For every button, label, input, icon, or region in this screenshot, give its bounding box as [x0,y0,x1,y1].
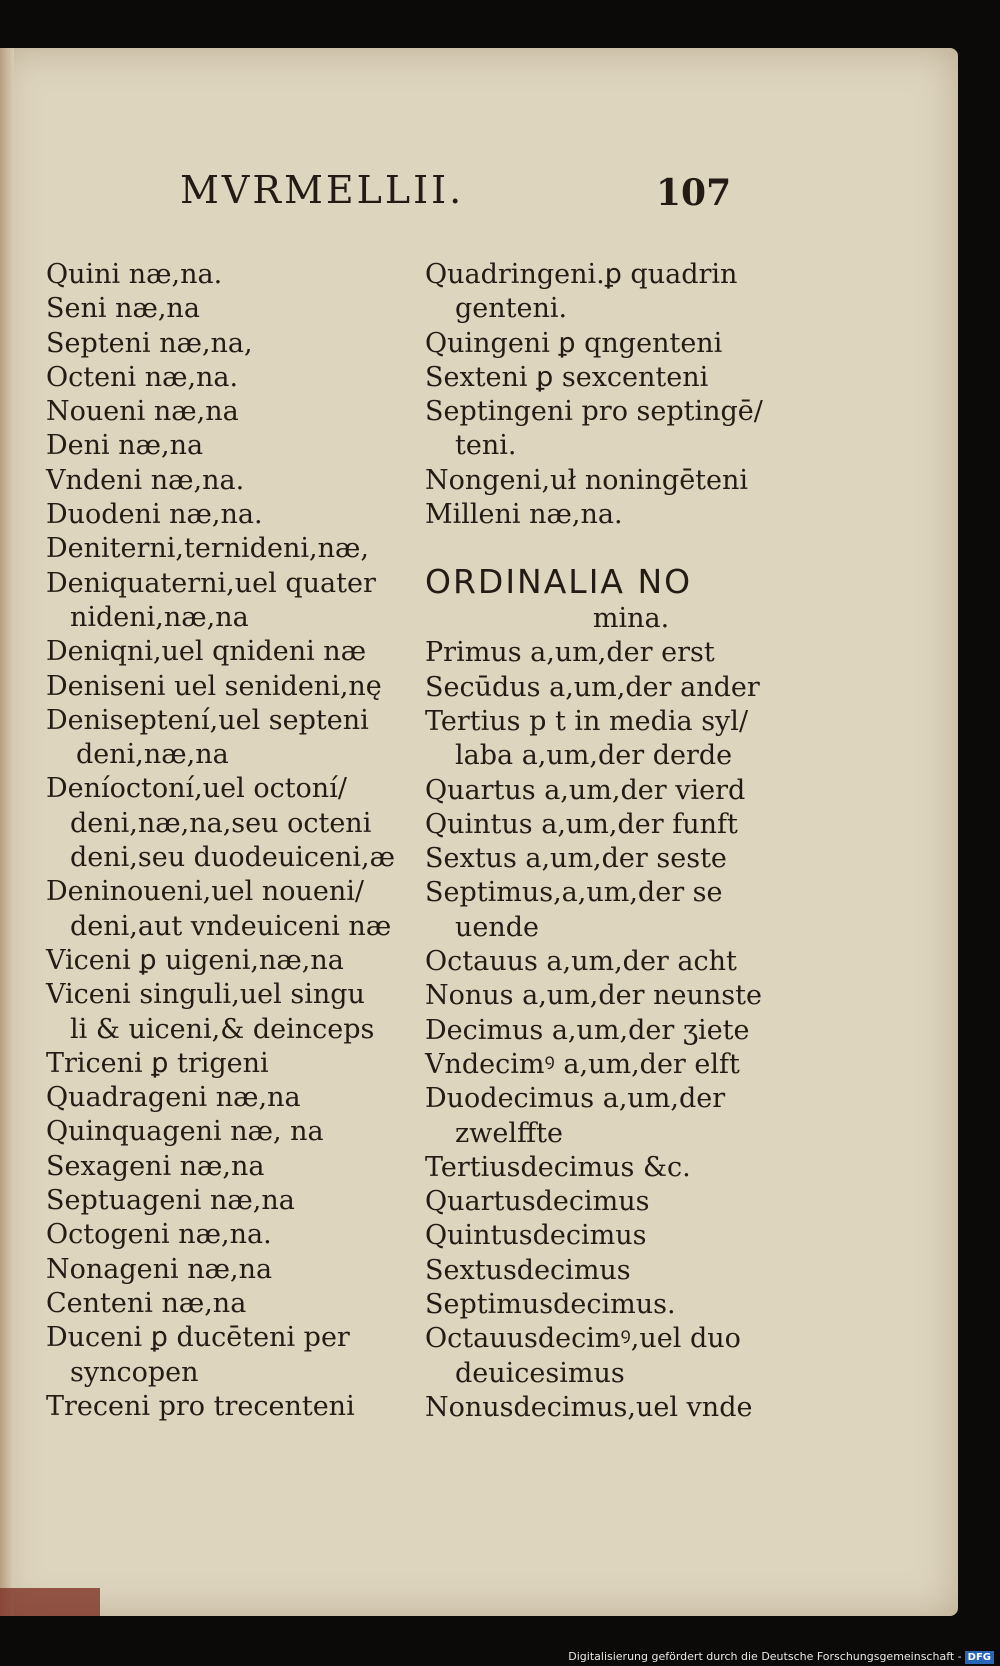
text-line: Duceni ꝑ ducēteni per [46,1322,350,1354]
digitization-credit [568,1650,994,1664]
text-line: Decimus a,um,der ʒiete [425,1014,750,1046]
text-line: nideni,næ,na [70,601,249,633]
text-line: Duodeni næ,na. [46,499,263,531]
text-line: Quadrageni næ,na [46,1082,301,1114]
text-line: Tertiusdecimus &c. [425,1151,691,1183]
text-line: Duodecimus a,um,der [425,1083,726,1115]
dfg-logo: DFG [965,1651,994,1664]
text-line: Sexteni ꝑ sexcenteni [425,361,709,393]
text-line: Quartus a,um,der vierd [425,774,746,806]
credit-text: Digitalisierung gefördert durch die Deutsche Forschungsgemeinschaft - [568,1650,962,1663]
text-line: zwelffte [455,1117,563,1149]
text-line: Primus a,um,der erst [425,637,715,669]
text-line: syncopen [70,1356,199,1388]
text-line: Deniterni,ternideni,næ, [46,533,369,565]
text-line: Deniseni uel senideni,nę [46,670,382,702]
text-line: Septingeni pro septingē/ [425,396,763,428]
text-line: Quintusdecimus [425,1220,647,1252]
text-line: Quadringeni.ꝑ quadrin [425,259,738,290]
text-line: Deninoueni,uel noueni/ [46,876,364,908]
text-line: deni,seu duodeuiceni,æ [70,842,395,874]
text-line: deni,aut vndeuiceni næ [70,910,392,942]
text-line: Octeni næ,na. [46,361,239,393]
text-line: Quingeni ꝑ qngenteni [425,327,723,359]
text-line: Seni næ,na [46,293,200,325]
text-line: Sexageni næ,na [46,1150,265,1182]
text-line: Nonusdecimus,uel vnde [425,1391,753,1423]
text-line: Deni næ,na [46,430,204,462]
text-line: Deníoctoní,uel octoní/ [46,773,347,805]
text-line: Octauusdecimꝰ,uel duo [425,1323,741,1355]
page-header [0,168,958,228]
text-line: uende [455,911,540,943]
text-line: Sextusdecimus [425,1254,631,1286]
text-line: Triceni ꝑ trigeni [46,1047,269,1079]
section-title: ORDINALIA NO [425,562,693,602]
text-line: Quartusdecimus [425,1186,650,1218]
text-line: Septuageni næ,na [46,1185,295,1217]
text-line: Milleni næ,na. [425,499,623,531]
text-line: li & uiceni,& deinceps [70,1013,375,1045]
page-edge-shadow [0,48,14,1616]
text-line: Deniquaterni,uel quater [46,567,376,599]
text-line: teni. [455,430,517,462]
text-line: Sextus a,um,der seste [425,843,727,875]
text-line: Quinquageni næ, na [46,1116,324,1148]
text-line: laba a,um,der derde [455,740,733,772]
page-number: 107 [656,172,732,214]
text-line: Centeni næ,na [46,1287,247,1319]
text-line: Septeni næ,na, [46,327,253,359]
right-column [425,258,797,1425]
text-line: Octauus a,um,der acht [425,946,737,978]
text-line: Secūdus a,um,der ander [425,671,760,703]
text-line: Septimus,a,um,der se [425,877,723,909]
text-line: Nonus a,um,der neunste [425,980,762,1012]
text-line: Quini næ,na. [46,259,223,290]
text-line: Viceni ꝑ uigeni,næ,na [46,944,344,976]
text-line: Quintus a,um,der funft [425,808,738,840]
text-line: Nongeni,uł noningēteni [425,464,749,496]
text-line: Deniqni,uel qnideni næ [46,636,367,668]
text-line: genteni. [455,293,568,325]
section-subtitle: mina. [592,603,670,635]
text-line: Septimusdecimus. [425,1289,676,1321]
left-column [46,258,416,1424]
text-line: deuicesimus [455,1357,625,1389]
running-head: MVRMELLII. [180,168,465,212]
text-line: Nonageni næ,na [46,1253,273,1285]
text-line: Viceni singuli,uel singu [46,979,365,1011]
text-line: Vndecimꝰ a,um,der elft [425,1048,740,1080]
text-line: deni,næ,na,seu octeni [70,807,372,839]
text-line: Deniseptení,uel septeni [46,704,369,736]
binding-stain [0,1588,100,1616]
text-line: Octogeni næ,na. [46,1219,272,1251]
text-line: Tertius p t in media syl/ [425,705,749,737]
text-line: Treceni pro trecenteni [46,1390,355,1422]
text-line: Noueni næ,na [46,396,239,428]
book-page [0,48,958,1616]
text-line: deni,næ,na [76,739,229,771]
text-line: Vndeni næ,na. [46,464,245,496]
